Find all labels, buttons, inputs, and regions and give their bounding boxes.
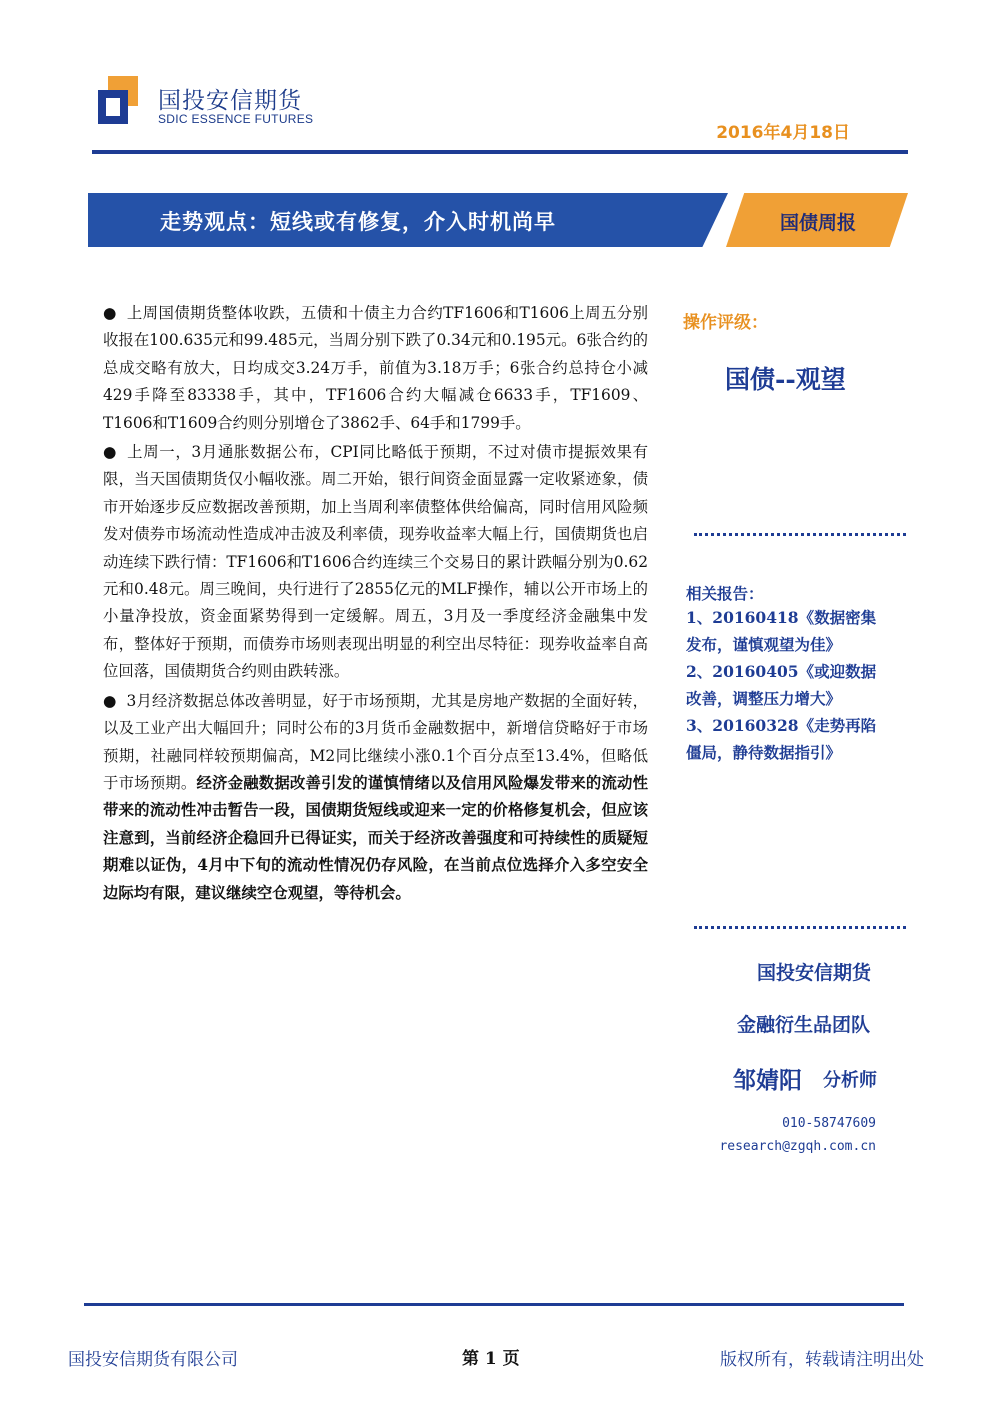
report-category: 国债周报 <box>780 212 857 234</box>
related-report-line[interactable]: 1、20160418《数据密集 <box>686 608 877 627</box>
related-reports-heading: 相关报告： <box>686 584 764 603</box>
main-body <box>103 300 648 907</box>
related-report-line[interactable]: 僵局，静待数据指引》 <box>686 743 842 762</box>
contact-email[interactable]: research@zgqh.com.cn <box>719 1139 876 1154</box>
rating-value: 国债--观望 <box>725 365 846 394</box>
report-title: 走势观点：短线或有修复，介入时机尚早 <box>160 209 556 234</box>
rating-label: 操作评级： <box>683 313 768 333</box>
bullet-icon: ● <box>103 691 117 710</box>
paragraph-3 <box>103 688 648 907</box>
paragraph-text: 3月经济数据总体改善明显，好于市场预期，尤其是房地产数据的全面好转，以及工业产出大幅回升；同时公布的3月货币金融数据中，新增信贷略好于市场预期，社融同样较预期偏高，M2同比继续小涨0.1个百分点至13.4%，但略低于市场预期。 <box>103 691 648 792</box>
footer-company: 国投安信期货有限公司 <box>68 1350 238 1370</box>
bullet-icon: ● <box>103 304 117 322</box>
footer-divider <box>84 1303 904 1306</box>
paragraph-text: 上周一，3月通胀数据公布，CPI同比略低于预期，不过对债市提振效果有限，当天国债期货仅小幅收涨。周二开始，银行间资金面显露一定收紧迹象，债市开始逐步反应数据改善预期，加上当周利率债整体供给偏高，同时信用风险频发对债券市场流动性造成冲击波及利率债，现券收益率大幅上行，国债期货也启动连续下跌行情：TF1606和T1606合约连续三个交易日的累计跌幅分别为0.62元和0.48元。周三晚间，央行进行了2855亿元的MLF操作，辅以公开市场上的小量净投放，资金面紧势得到一定缓解。周五，3月及一季度经济金融集中发布，整体好于预期，而债券市场则表现出明显的利空出尽特征：现券收益率自高位回落，国债期货合约则由跌转涨。 <box>103 443 648 681</box>
page-number: 第 1 页 <box>462 1349 520 1369</box>
analyst-name: 邹婧阳 <box>733 1067 802 1094</box>
bullet-icon: ● <box>103 443 118 462</box>
header-divider <box>92 150 908 154</box>
logo-english-name: SDIC ESSENCE FUTURES <box>158 112 314 126</box>
related-report-line[interactable]: 2、20160405《或迎数据 <box>686 662 877 681</box>
paragraph-conclusion: 经济金融数据改善引发的谨慎情绪以及信用风险爆发带来的流动性带来的流动性冲击暂告一段，国债期货短线或迎来一定的价格修复机会，但应该注意到，当前经济企稳回升已得证实，而关于经济改善强度和可持续性的质疑短期难以证伪，4月中下旬的流动性情况仍存风险，在当前点位选择介入多空安全边际均有限，建议继续空仓观望，等待机会。 <box>103 773 648 902</box>
team-name: 金融衍生品团队 <box>737 1014 871 1036</box>
paragraph-1 <box>103 300 648 437</box>
related-report-line[interactable]: 发布，谨慎观望为佳》 <box>686 635 842 654</box>
logo-chinese-name: 国投安信期货 <box>158 88 302 114</box>
related-report-line[interactable]: 3、20160328《走势再陷 <box>686 716 877 735</box>
company-logo-icon <box>98 76 138 124</box>
footer-copyright: 版权所有，转载请注明出处 <box>720 1350 924 1370</box>
report-date: 2016年4月18日 <box>716 123 850 143</box>
company-name: 国投安信期货 <box>757 962 872 984</box>
sidebar-divider <box>694 533 906 536</box>
paragraph-2 <box>103 439 648 686</box>
paragraph-text: 上周国债期货整体收跌，五债和十债主力合约TF1606和T1606上周五分别收报在100.635元和99.485元，当周分别下跌了0.34元和0.195元。6张合约的总成交略有放大，日均成交3.24万手，前值为3.18万手；6张合约总持仓小减429手降至83338手，其中，TF1606合约大幅减仓6633手，TF1609、T1606和T1609合约则分别增仓了3862手、64手和1799手。 <box>103 304 648 432</box>
related-reports-list <box>686 604 886 766</box>
sidebar-divider <box>694 926 906 929</box>
contact-phone: 010-58747609 <box>782 1116 876 1131</box>
analyst-role: 分析师 <box>823 1070 877 1091</box>
related-report-line[interactable]: 改善，调整压力增大》 <box>686 689 842 708</box>
